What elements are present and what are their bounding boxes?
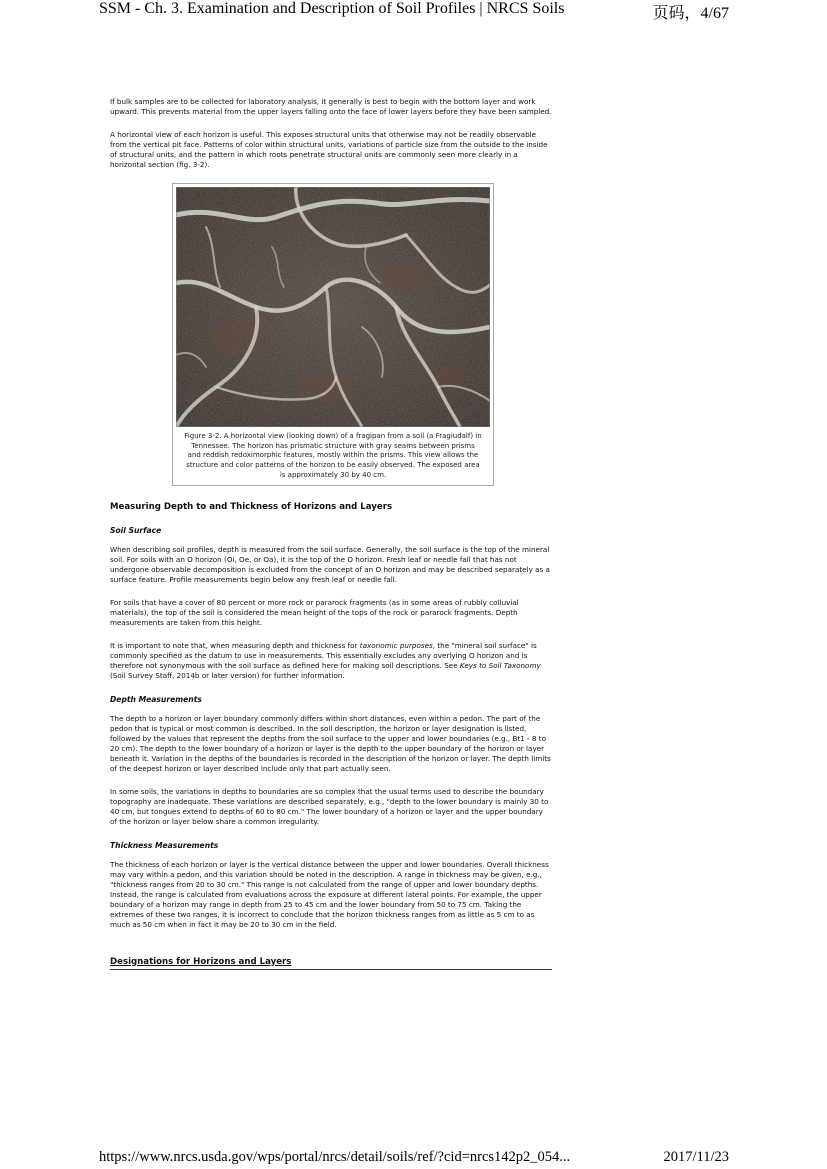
text-segment: It is important to note that, when measuring depth and thickness for bbox=[110, 640, 360, 650]
paragraph-soil-surface-2: For soils that have a cover of 80 percent or more rock or pararock fragments (as in some areas of rubbly colluvial materials), the top of the soil is considered the mean height of the tops of the rock or pararock fragments. Depth measurements are taken from this height. bbox=[110, 597, 519, 627]
subheading-soil-surface: Soil Surface bbox=[110, 525, 162, 535]
print-date: 2017/11/23 bbox=[663, 1149, 729, 1165]
paragraph-soil-surface-3 bbox=[110, 641, 552, 681]
paragraph-thickness-1: The thickness of each horizon or layer is the vertical distance between the upper and lower boundaries. Overall thickness may vary within a pedon, and this variation should be noted in the description. A range in thickness may be given, e.g., "thickness ranges from 20 to 30 cm." This range is not calculated from the range of upper and lower boundary depths. Instead, the range is calculated from evaluations across the exposure at different lateral points. For example, the upper boundary of a horizon may range in depth from 25 to 45 cm and the lower boundary from 50 to 75 cm. Taking the extremes of these two ranges, it is incorrect to conclude that the horizon thickness ranges from as little as 5 cm to as much as 50 cm when in fact it may be 20 to 30 cm in the field. bbox=[110, 859, 549, 929]
page-number: 页码，4/67 bbox=[652, 5, 729, 22]
paragraph-depth-2: In some soils, the variations in depths to boundaries are so complex that the usual terms used to describe the boundary topography are inadequate. These variations are described separately, e.g., "depth to the lower boundary is mainly 30 to 40 cm, but tongues extend to depths of 60 to 80 cm." The lower boundary of a horizon or layer and the upper boundary of the horizon or layer below share a common irregularity. bbox=[110, 786, 549, 826]
print-footer bbox=[0, 1149, 827, 1169]
figure-caption: Figure 3-2. A horizontal view (looking down) of a fragipan from a soil (a Fragiudalf) in Tennessee. The horizon has prismatic structure with gray seams between prisms and reddish redoximorphic features, mostly within the prisms. This view allows the structure and color patterns of the horizon to be easily observed. The exposed area is approximately 30 by 40 cm. bbox=[184, 432, 482, 479]
emphasis-taxonomic-purposes: taxonomic purposes bbox=[359, 640, 433, 650]
subheading-depth-measurements: Depth Measurements bbox=[110, 694, 202, 704]
text-segment: , the "mineral soil surface" is commonly specified as the datum to use in measurements. This essentially excludes any overlying O horizon and is therefore not synonymous with the soil surface as defined here for making soil descriptions. See bbox=[110, 640, 537, 670]
page-url: https://www.nrcs.usda.gov/wps/portal/nrcs/detail/soils/ref/?cid=nrcs142p2_054... bbox=[99, 1149, 571, 1165]
section-heading-measuring: Measuring Depth to and Thickness of Horizons and Layers bbox=[110, 501, 393, 512]
figure-3-2 bbox=[172, 183, 494, 486]
paragraph-depth-1: The depth to a horizon or layer boundary commonly differs within short distances, even within a pedon. The part of the pedon that is typical or most common is described. In the soil description, the horizon or layer designation is listed, followed by the values that represent the depths from the soil surface to the upper and lower boundaries (e.g., Bt1 - 8 to 20 cm). The depth to the lower boundary of a horizon or layer is the depth to the upper boundary of the horizon or layer beneath it. Variation in the depths of the boundaries is recorded in the description of the horizon or layer. The depth limits of the deepest horizon or layer described include only that part actually seen. bbox=[110, 713, 551, 773]
text-segment: (Soil Survey Staff, 2014b or later version) for further information. bbox=[110, 670, 345, 680]
page-title: SSM - Ch. 3. Examination and Description of Soil Profiles | NRCS Soils bbox=[99, 0, 565, 17]
document-body bbox=[110, 97, 552, 970]
fragipan-photo bbox=[176, 187, 490, 427]
paragraph-soil-surface-1: When describing soil profiles, depth is measured from the soil surface. Generally, the soil surface is the top of the mineral soil. For soils with an O horizon (Oi, Oe, or Oa), it is the top of the O horizon. Fresh leaf or needle fall that has not undergone observable decomposition is excluded from the concept of an O horizon and may be described separately as a surface feature. Profile measurements begin below any fresh leaf or needle fall. bbox=[110, 544, 550, 584]
paragraph-bulk-samples: If bulk samples are to be collected for laboratory analysis, it generally is best to begin with the bottom layer and work upward. This prevents material from the upper layers falling onto the face of lower layers before they have been sampled. bbox=[110, 97, 552, 116]
paragraph-horizontal-view: A horizontal view of each horizon is useful. This exposes structural units that otherwise may not be readily observable from the vertical pit face. Patterns of color within structural units, variations of particle size from the outside to the inside of structural units, and the pattern in which roots penetrate structural units are commonly seen more clearly in a horizontal section (fig. 3-2). bbox=[110, 130, 548, 169]
section-heading-designations: Designations for Horizons and Layers bbox=[110, 956, 552, 970]
emphasis-keys-to-soil-taxonomy: Keys to Soil Taxonomy bbox=[459, 660, 541, 670]
print-header bbox=[0, 0, 827, 22]
subheading-thickness-measurements: Thickness Measurements bbox=[110, 840, 219, 850]
